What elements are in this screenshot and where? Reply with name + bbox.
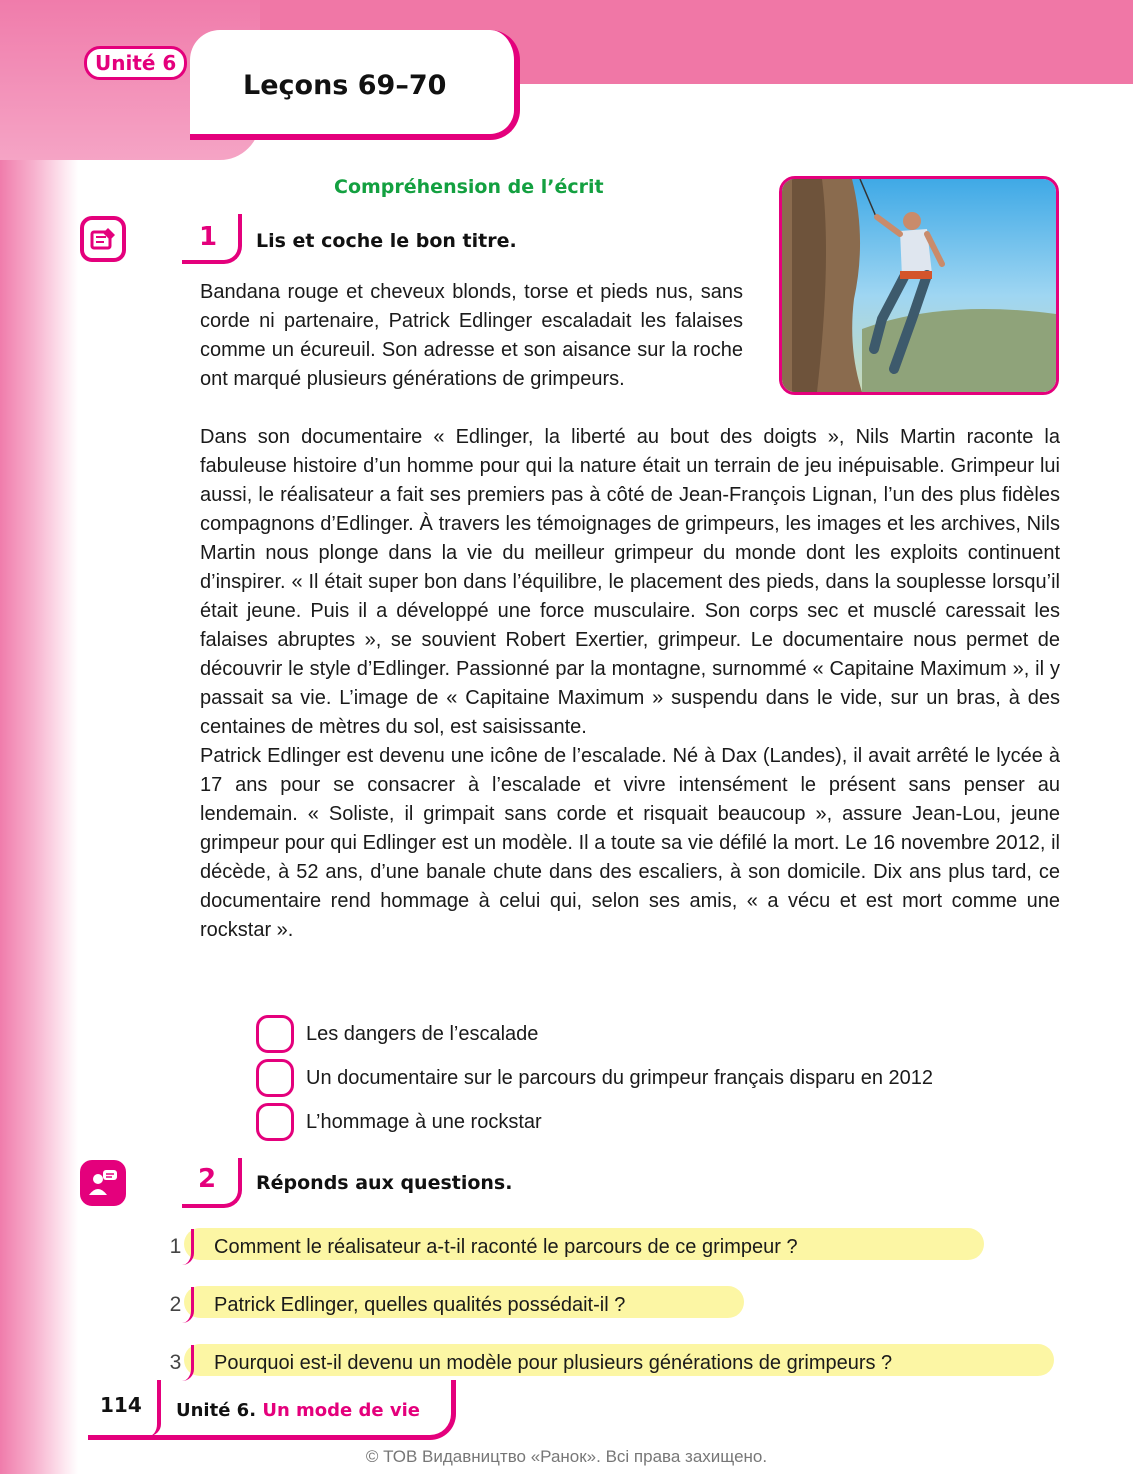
- page-number-divider: [147, 1380, 161, 1436]
- exercise-2-instruction: Réponds aux questions.: [256, 1172, 513, 1194]
- title-options: [256, 1012, 1066, 1144]
- option-label: Les dangers de l’escalade: [306, 1022, 539, 1045]
- option-item[interactable]: [256, 1056, 1066, 1100]
- article-paragraph: Dans son documentaire « Edlinger, la liberté au bout des doigts », Nils Martin raconte la fabuleuse histoire d’un homme pour qui la nature était un terrain de jeu inépuisable. Grimpeur lui aussi, le réalisateur a fait ses premiers pas à côté de Jean-François Lignan, l’un des plus fidèles compagnons d’Edlinger. À travers les témoignages de grimpeurs, les images et les archives, Nils Martin nous plonge dans la vie du meilleur grimpeur du monde dont les exploits continuent d’inspirer. « Il était super bon dans l’équilibre, le placement des pieds, dans la souplesse lorsqu’il était jeune. Puis il a développé une force musculaire. Son corps sec et musclé caressait les falaises abruptes », se souvient Robert Exertier, grimpeur. Le documentaire nous permet de découvrir le style d’Edlinger. Passionné par la montagne, surnommé « Capitaine Maximum », il y passait sa vie. L’image de « Capitaine Maximum » suspendu dans le vide, sur un bras, à des centaines de mètres du sol, est saisissante.: [200, 426, 1060, 738]
- intro-paragraph: Bandana rouge et cheveux blonds, torse et pieds nus, sans corde ni partenaire, Patrick Edlinger escaladait les falaises comme un écureuil. Son adresse et son aisance sur la roche ont marqué plusieurs générations de grimpeurs.: [200, 281, 743, 390]
- left-gradient-band: [0, 0, 78, 1474]
- page-title: Leçons 69–70: [243, 70, 447, 101]
- book-pencil-icon: [80, 216, 126, 262]
- article-body: [200, 423, 1060, 945]
- option-label: Un documentaire sur le parcours du grimpeur français disparu en 2012: [306, 1066, 934, 1089]
- option-item[interactable]: [256, 1100, 1066, 1144]
- question-text: Comment le réalisateur a-t-il raconté le parcours de ce grimpeur ?: [214, 1235, 798, 1258]
- option-label: L’hommage à une rockstar: [306, 1110, 542, 1133]
- unit-badge: Unité 6: [84, 46, 187, 80]
- option-checkbox[interactable]: [256, 1015, 294, 1053]
- question-number: 1: [160, 1229, 194, 1265]
- section-heading: Compréhension de l’écrit: [334, 176, 604, 198]
- question-number: 3: [160, 1345, 194, 1381]
- exercise-1-instruction: Lis et coche le bon titre.: [256, 230, 517, 252]
- option-checkbox[interactable]: [256, 1059, 294, 1097]
- question-text: Pourquoi est-il devenu un modèle pour plusieurs générations de grimpeurs ?: [214, 1351, 893, 1374]
- exercise-2-number: 2: [198, 1164, 217, 1194]
- question-item: [160, 1276, 1060, 1334]
- question-number: 2: [160, 1287, 194, 1323]
- speaking-person-icon: [80, 1160, 126, 1206]
- question-text: Patrick Edlinger, quelles qualités possédait-il ?: [214, 1293, 626, 1316]
- footer-unit-prefix: Unité 6.: [176, 1400, 257, 1421]
- footer-unit-name: Un mode de vie: [262, 1400, 420, 1421]
- question-item: [160, 1218, 1060, 1276]
- article-paragraph: Patrick Edlinger est devenu une icône de l’escalade. Né à Dax (Landes), il avait arrêté le lycée à 17 ans pour se consacrer à l’escalade et vivre intensément le présent sans penser au lendemain. « Soliste, il grimpait sans corde et risquait beaucoup », assure Jean-Lou, jeune grimpeur pour qui Edlinger est un modèle. Il a toute sa vie défilé la mort. Le 16 novembre 2012, il décède, à 52 ans, d’une banale chute dans des escaliers, à son domicile. Dix ans plus tard, ce documentaire rend hommage à celui qui, selon ses amis, « a vécu et est mort comme une rockstar ».: [200, 745, 1060, 941]
- option-item[interactable]: [256, 1012, 1066, 1056]
- option-checkbox[interactable]: [256, 1103, 294, 1141]
- climber-photo: [779, 176, 1059, 395]
- questions-list: [160, 1218, 1060, 1392]
- footer-unit-title: [176, 1400, 420, 1421]
- page-number: 114: [100, 1393, 142, 1417]
- exercise-1-number: 1: [199, 222, 218, 252]
- copyright-notice: © ТОВ Видавництво «Ранок». Всі права захищено.: [365, 1447, 768, 1466]
